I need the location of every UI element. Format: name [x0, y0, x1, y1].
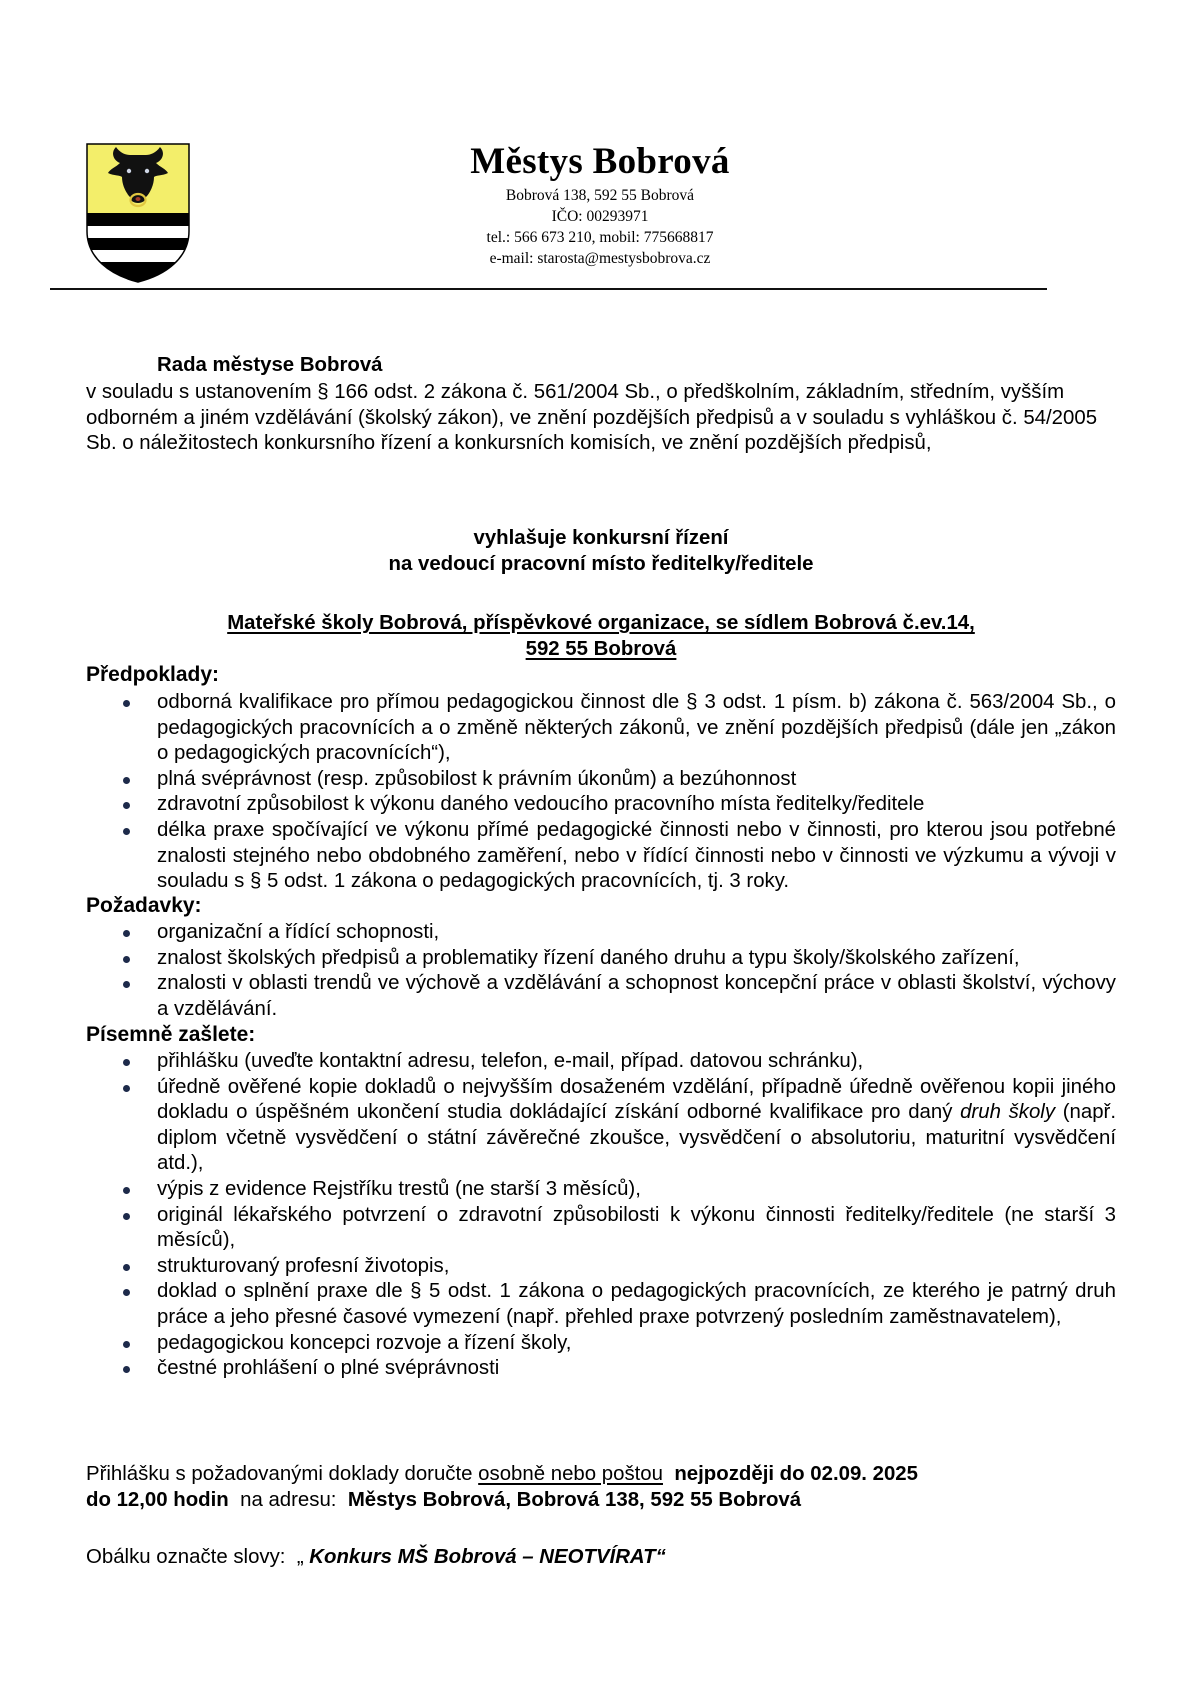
list-item: doklad o splnění praxe dle § 5 odst. 1 zákona o pedagogických pracovnících, ze kterého je patrný druh práce a jeho přesné časové vymezení (např. přehled praxe potvrzený posledním zaměstnavatelem),	[86, 1279, 1116, 1330]
intro-paragraph: v souladu s ustanovením § 166 odst. 2 zákona č. 561/2004 Sb., o předškolním, základním, středním, vyšším odborném a jiném vzdělávání (školský zákon), ve znění pozdějších předpisů a v souladu s vyhláškou č. 54/2005 Sb. o náležitostech konkursního řízení a konkursních komisích, ve znění pozdějších předpisů,	[86, 381, 1098, 455]
bullet-icon	[123, 930, 130, 937]
prerequisites-heading: Předpoklady:	[86, 663, 220, 686]
council-name: Rada městyse Bobrová	[157, 354, 383, 376]
bullet-icon	[123, 1213, 130, 1220]
bullet-icon	[123, 1366, 130, 1373]
envelope-label: Konkurs MŠ Bobrová – NEOTVÍRAT	[309, 1546, 656, 1568]
deadline-date: nejpozději do 02.09. 2025	[674, 1463, 918, 1485]
header-divider	[50, 288, 1047, 290]
bullet-icon	[123, 1341, 130, 1348]
declaration-line-1: vyhlašuje konkursní řízení	[473, 527, 729, 549]
list-item: originál lékařského potvrzení o zdravotní způsobilosti k výkonu činnosti ředitelky/ředitele (ne starší 3 měsíců),	[86, 1203, 1116, 1254]
municipality-title: Městys Bobrová	[470, 141, 730, 182]
declaration	[86, 526, 1116, 577]
coat-of-arms-icon	[86, 143, 190, 283]
bullet-icon	[123, 700, 130, 707]
list-item: úředně ověřené kopie dokladů o nejvyšším dosaženém vzdělání, případně úředně ověřenou kopii jiného dokladu o úspěšném ukončení studia dokládající získání odborné kvalifikace pro daný druh školy (např. diplom včetně vysvědčení o státní závěrečné zkoušce, vysvědčení o absolutoriu, maturitní vysvědčení atd.),	[86, 1075, 1116, 1177]
list-item: znalosti v oblasti trendů ve výchově a vzdělávání a schopnost koncepční práce v oblasti školství, výchovy a vzdělávání.	[86, 971, 1116, 1022]
bullet-icon	[123, 828, 130, 835]
bullet-icon	[123, 1085, 130, 1092]
list-item: plná svéprávnost (resp. způsobilost k právním úkonům) a bezúhonnost	[86, 767, 1116, 793]
list-item: výpis z evidence Rejstříku trestů (ne starší 3 měsíců),	[86, 1177, 1116, 1203]
declaration-line-2: na vedoucí pracovní místo ředitelky/ředitele	[388, 552, 814, 575]
list-item: odborná kvalifikace pro přímou pedagogickou činnost dle § 3 odst. 1 písm. b) zákona č. 563/2004 Sb., o pedagogických pracovnících a o změně některých zákonů, ve znění pozdějších předpisů (dále jen „zákon o pedagogických pracovnících“),	[86, 690, 1116, 767]
letterhead-address: Bobrová 138, 592 55 Bobrová	[505, 187, 695, 204]
bullet-icon	[123, 777, 130, 784]
list-item: zdravotní způsobilost k výkonu daného vedoucího pracovního místa ředitelky/ředitele	[86, 792, 1116, 818]
deadline-paragraph: Přihlášku s požadovanými doklady doručte osobně nebo poštou nejpozději do 02.09. 2025 do 12,00 hodin na adresu: Městys Bobrová, Bobrová 138, 592 55 Bobrová	[86, 1463, 918, 1511]
prerequisites-list	[86, 690, 1116, 895]
bullet-icon	[123, 1264, 130, 1271]
deadline-time: do 12,00 hodin	[86, 1488, 229, 1511]
bullet-icon	[123, 1187, 130, 1194]
letterhead-contact	[400, 185, 800, 269]
list-item: znalost školských předpisů a problematiky řízení daného druhu a typu školy/školského zařízení,	[86, 946, 1116, 972]
requirements-list	[86, 920, 1116, 1022]
letterhead-phone: tel.: 566 673 210, mobil: 775668817	[486, 229, 714, 246]
school-name-line-1: Mateřské školy Bobrová, příspěvkové organizace, se sídlem Bobrová č.ev.14,	[227, 612, 975, 634]
delivery-method: osobně nebo poštou	[478, 1463, 663, 1485]
bullet-icon	[123, 981, 130, 988]
bullet-icon	[123, 956, 130, 963]
letterhead-ico: IČO: 00293971	[551, 208, 649, 225]
bullet-icon	[123, 802, 130, 809]
list-item: délka praxe spočívající ve výkonu přímé pedagogické činnosti nebo v činnosti, pro kterou jsou potřebné znalosti stejného nebo obdobného zaměření, nebo v řídící činnosti nebo v činnosti ve výzkumu a vývoji v souladu s § 5 odst. 1 zákona o pedagogických pracovnících, tj. 3 roky.	[86, 818, 1116, 895]
list-item: organizační a řídící schopnosti,	[86, 920, 1116, 946]
list-item: pedagogickou koncepci rozvoje a řízení školy,	[86, 1331, 1116, 1357]
delivery-address: Městys Bobrová, Bobrová 138, 592 55 Bobrová	[347, 1488, 802, 1511]
school-name	[86, 611, 1116, 662]
bullet-icon	[123, 1289, 130, 1296]
letterhead-email: e-mail: starosta@mestysbobrova.cz	[489, 250, 711, 267]
bullet-icon	[123, 1059, 130, 1066]
submit-list	[86, 1049, 1116, 1382]
submit-heading: Písemně zašlete:	[86, 1023, 256, 1046]
list-item: čestné prohlášení o plné svéprávnosti	[86, 1356, 1116, 1382]
requirements-heading: Požadavky:	[86, 894, 202, 917]
envelope-instruction: Obálku označte slovy: „ Konkurs MŠ Bobrová – NEOTVÍRAT“	[86, 1546, 666, 1568]
list-item: strukturovaný profesní životopis,	[86, 1254, 1116, 1280]
list-item: přihlášku (uveďte kontaktní adresu, telefon, e-mail, případ. datovou schránku),	[86, 1049, 1116, 1075]
school-name-line-2: 592 55 Bobrová	[525, 637, 677, 660]
